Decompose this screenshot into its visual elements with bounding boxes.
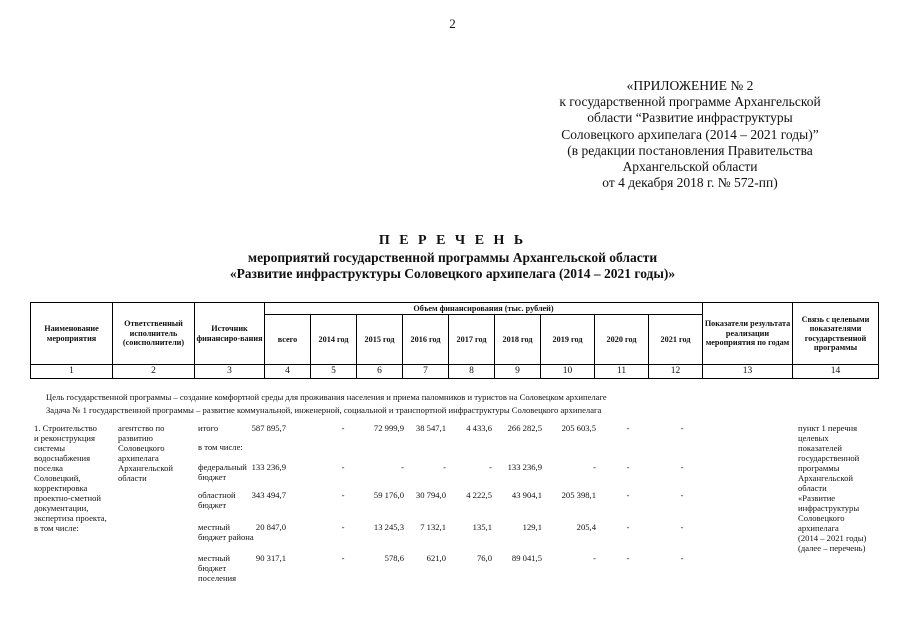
funding-value: - — [401, 462, 404, 472]
page-number: 2 — [449, 16, 456, 31]
table-header — [30, 302, 879, 379]
header-year: 2015 год — [357, 315, 403, 365]
funding-value: 129,1 — [522, 522, 542, 532]
funding-value: 578,6 — [384, 553, 404, 563]
funding-value: 43 904,1 — [511, 490, 542, 500]
header-executor: Ответственный исполнитель (соисполнители) — [113, 303, 195, 365]
appendix-line: (в редакции постановления Правительства — [567, 142, 813, 158]
column-number: 8 — [449, 365, 495, 379]
funding-value: 133 236,9 — [507, 462, 542, 472]
funding-value: - — [341, 490, 345, 500]
column-number: 9 — [495, 365, 541, 379]
column-number: 13 — [703, 365, 793, 379]
header-source: Источник финансиро-вания — [195, 303, 265, 365]
column-number: 6 — [357, 365, 403, 379]
column-number: 3 — [195, 365, 265, 379]
title-line-1: П Е Р Е Ч Е Н Ь — [378, 233, 527, 248]
funding-source: итого — [198, 423, 219, 433]
funding-value: - — [341, 522, 345, 532]
funding-source: в том числе: — [198, 442, 243, 452]
funding-source: федеральный бюджет — [198, 462, 247, 482]
header-year: 2021 год — [649, 315, 703, 365]
program-goal: Цель государственной программы – создание комфортной среды для проживания населения и приема паломников и туристов на Соловецком архипелаге — [46, 392, 607, 402]
funding-value: 38 547,1 — [415, 423, 446, 433]
appendix-line: области “Развитие инфраструктуры — [587, 110, 793, 126]
funding-value: - — [626, 423, 630, 433]
funding-source: местный бюджет района — [198, 522, 254, 542]
funding-value: - — [593, 462, 596, 472]
header-year: всего — [265, 315, 311, 365]
funding-value: 20 847,0 — [255, 522, 286, 532]
activity-name: 1. Строительство и реконструкция системы водоснабжения поселка Соловецкий, корректировка проектно-сметной документации, экспертиза проекта, в том числе: — [34, 423, 107, 533]
header-year: 2019 год — [541, 315, 595, 365]
header-year: 2017 год — [449, 315, 495, 365]
column-numbers-row — [31, 365, 879, 379]
appendix-line: от 4 декабря 2018 г. № 572-пп) — [602, 175, 778, 191]
appendix-line: «ПРИЛОЖЕНИЕ № 2 — [626, 78, 754, 93]
funding-value: - — [680, 423, 684, 433]
header-results: Показатели результата реализации мероприятия по годам — [703, 303, 793, 365]
funding-value: 343 494,7 — [251, 490, 286, 500]
appendix-block — [520, 78, 860, 191]
column-number: 2 — [113, 365, 195, 379]
title-line-2: мероприятий государственной программы Архангельской области — [247, 250, 658, 265]
funding-value: - — [626, 522, 630, 532]
funding-value: 59 176,0 — [373, 490, 404, 500]
funding-value: - — [593, 553, 596, 563]
activity-link-to-indicators: пункт 1 перечня целевых показателей государственной программы Архангельской области «Развитие инфраструктуры Соловецкого архипелага (2014 – 2021 годы) (далее – перечень) — [798, 423, 867, 553]
funding-value: 135,1 — [472, 522, 492, 532]
funding-value: 4 433,6 — [466, 423, 492, 433]
header-funding: Объем финансирования (тыс. рублей) — [265, 303, 703, 315]
funding-value: 13 245,3 — [373, 522, 404, 532]
activity-executor: агентство по развитию Соловецкого архипелага Архангельской области — [118, 423, 173, 483]
funding-value: - — [341, 423, 345, 433]
funding-value: 266 282,5 — [507, 423, 542, 433]
appendix-line: Архангельской области — [622, 159, 758, 175]
funding-value: 76,0 — [476, 553, 492, 563]
funding-value: 205 603,5 — [561, 423, 596, 433]
funding-value: 90 317,1 — [255, 553, 286, 563]
funding-value: 621,0 — [426, 553, 446, 563]
funding-value: - — [680, 522, 684, 532]
column-number: 5 — [311, 365, 357, 379]
funding-source: областной бюджет — [198, 490, 236, 510]
header-year: 2016 год — [403, 315, 449, 365]
column-number: 1 — [31, 365, 113, 379]
funding-source: местный бюджет поселения — [198, 553, 237, 583]
funding-value: - — [626, 462, 630, 472]
document-title — [0, 232, 905, 282]
header-year: 2014 год — [311, 315, 357, 365]
funding-value: - — [680, 490, 684, 500]
funding-value: - — [680, 553, 684, 563]
column-number: 11 — [595, 365, 649, 379]
funding-value: - — [341, 462, 345, 472]
funding-value: - — [626, 490, 630, 500]
funding-value: - — [626, 553, 630, 563]
funding-value: 205 398,1 — [561, 490, 596, 500]
title-line-3: «Развитие инфраструктуры Соловецкого архипелага (2014 – 2021 годы)» — [229, 266, 676, 281]
funding-value: - — [443, 462, 446, 472]
header-year: 2018 год — [495, 315, 541, 365]
funding-value: 4 222,5 — [466, 490, 492, 500]
column-number: 10 — [541, 365, 595, 379]
header-year: 2020 год — [595, 315, 649, 365]
funding-value: 133 236,9 — [251, 462, 286, 472]
funding-value: - — [680, 462, 684, 472]
funding-value: - — [489, 462, 492, 472]
column-number: 14 — [793, 365, 879, 379]
header-name: Наименование мероприятия — [31, 303, 113, 365]
funding-value: 205,4 — [576, 522, 596, 532]
program-task: Задача № 1 государственной программы – развитие коммунальной, инженерной, социальной и транспортной инфраструктуры Соловецкого архипелага — [46, 405, 602, 415]
appendix-line: к государственной программе Архангельской — [559, 94, 821, 110]
funding-value: 30 794,0 — [415, 490, 446, 500]
funding-value: 587 895,7 — [251, 423, 286, 433]
appendix-line: Соловецкого архипелага (2014 – 2021 годы)” — [561, 126, 819, 142]
header-link: Связь с целевыми показателями государственной программы — [793, 303, 879, 365]
funding-value: - — [341, 553, 345, 563]
funding-value: 7 132,1 — [420, 522, 446, 532]
funding-value: 89 041,5 — [511, 553, 542, 563]
column-number: 7 — [403, 365, 449, 379]
funding-value: 72 999,9 — [373, 423, 404, 433]
column-number: 4 — [265, 365, 311, 379]
column-number: 12 — [649, 365, 703, 379]
